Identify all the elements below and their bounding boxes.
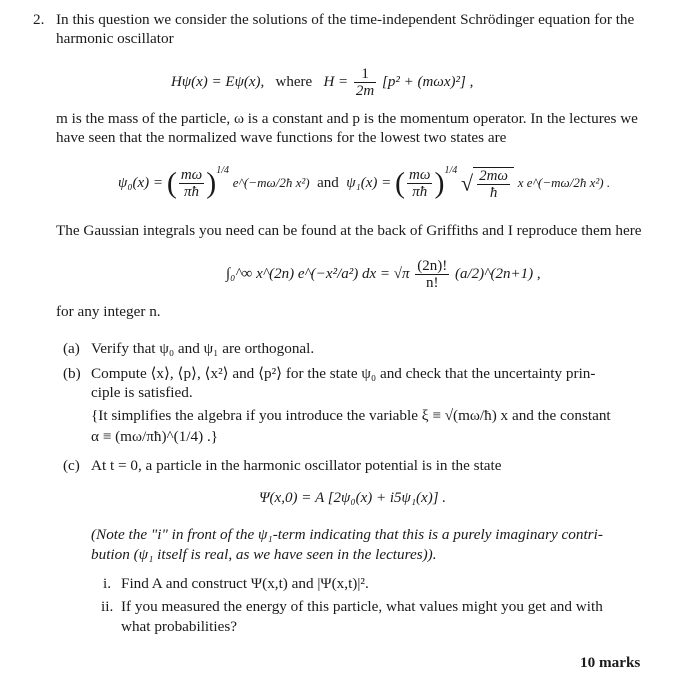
part-a-text: Verify that ψ₀ and ψ₁ are orthogonal. (91, 340, 315, 357)
psi0-frac-num: mω (180, 167, 203, 184)
paragraph-mass-definition: m is the mass of the particle, ω is a constant and p is the momentum operator. In the lectures we have seen that the normalized wave functions for the lowest two states are (56, 110, 638, 146)
psi0-power: 1/4 (216, 165, 230, 176)
psi0-frac-den: πħ (184, 184, 200, 201)
gauss-lhs: ∫₀^∞ x^(2n) e^(−x²/a²) dx = √π (226, 265, 410, 282)
psi0-exponential: e^(−mω/2ħ x²) (232, 175, 310, 190)
part-b-label: (b) (63, 365, 81, 382)
gaussian-integral (226, 258, 541, 291)
part-c-text: At t = 0, a particle in the harmonic oscillator potential is in the state (91, 457, 502, 474)
psi1-frac-num: mω (409, 167, 431, 184)
psi1-tail: x e^(−mω/2ħ x²) . (517, 175, 611, 190)
gauss-frac-den: n! (426, 275, 439, 291)
psi1-label: ψ₁(x) = (346, 175, 392, 191)
eq1-hamiltonian-rest: [p² + (mωx)²] , (382, 73, 474, 90)
psi1-sqrt-den: ħ (489, 184, 498, 201)
left-paren: ( (166, 166, 177, 200)
part-b-hint2: α ≡ (mω/πħ)^(1/4) .} (91, 428, 219, 445)
sub-ii-label: ii. (101, 598, 114, 615)
psi0-fraction (179, 167, 204, 200)
left-paren-2: ( (395, 166, 406, 200)
eq1-frac-num: 1 (354, 66, 376, 83)
marks-label: 10 marks (580, 654, 641, 671)
psi1-frac-den: πħ (412, 184, 428, 201)
for-any-integer: for any integer n. (56, 303, 161, 320)
gauss-fraction (415, 258, 449, 291)
eq1-fraction (354, 66, 376, 99)
part-b-line2: ciple is satisfied. (91, 384, 193, 401)
eq1-frac-den: 2m (355, 83, 375, 99)
paragraph-gaussian: The Gaussian integrals you need can be found at the back of Griffiths and I reproduce them here (56, 222, 642, 239)
right-paren: ) (206, 166, 217, 200)
and-word: and (317, 175, 339, 191)
right-paren-2: ) (434, 166, 445, 200)
sub-ii-line1: If you measured the energy of this particle, what values might you get and with (121, 598, 603, 615)
psi1-power: 1/4 (444, 165, 458, 176)
gauss-rhs: (a/2)^(2n+1) , (455, 265, 541, 282)
initial-state-equation: Ψ(x,0) = A [2ψ₀(x) + i5ψ₁(x)] . (259, 490, 447, 506)
schrodinger-equation (171, 66, 473, 99)
gauss-frac-num: (2n)! (417, 258, 448, 274)
eq1-left: Hψ(x) = Eψ(x), (171, 73, 265, 90)
sub-i-text: Find A and construct Ψ(x,t) and |Ψ(x,t)|². (121, 575, 369, 592)
eq1-where: where (275, 73, 313, 90)
note-line2: bution (ψ₁ itself is real, as we have seen in the lectures)). (91, 546, 437, 563)
psi1-fraction (407, 167, 432, 200)
psi0-label: ψ₀(x) = (118, 175, 164, 191)
part-b-line1: Compute ⟨x⟩, ⟨p⟩, ⟨x²⟩ and ⟨p²⟩ for the state ψ₀ and check that the uncertainty prin- (91, 365, 596, 382)
part-c-label: (c) (63, 457, 80, 474)
eq1-hamiltonian-lhs: H = (323, 73, 349, 90)
sub-i-label: i. (103, 575, 112, 592)
note-line1: (Note the "i" in front of the ψ₁-term indicating that this is a purely imaginary contri- (91, 526, 603, 543)
question-intro: In this question we consider the solutions of the time-independent Schrödinger equation for the harmonic oscillator (56, 11, 635, 47)
wavefunctions-equation (118, 165, 610, 201)
part-a-label: (a) (63, 340, 80, 357)
psi1-sqrt-fraction (477, 168, 510, 201)
sqrt-symbol: √ (461, 170, 474, 196)
sub-ii-line2: what probabilities? (121, 618, 237, 635)
part-b-hint1: {It simplifies the algebra if you introduce the variable ξ ≡ √(mω/ħ) x and the constant (91, 407, 611, 424)
psi1-sqrt-num: 2mω (479, 167, 509, 184)
question-number: 2. (33, 11, 45, 28)
